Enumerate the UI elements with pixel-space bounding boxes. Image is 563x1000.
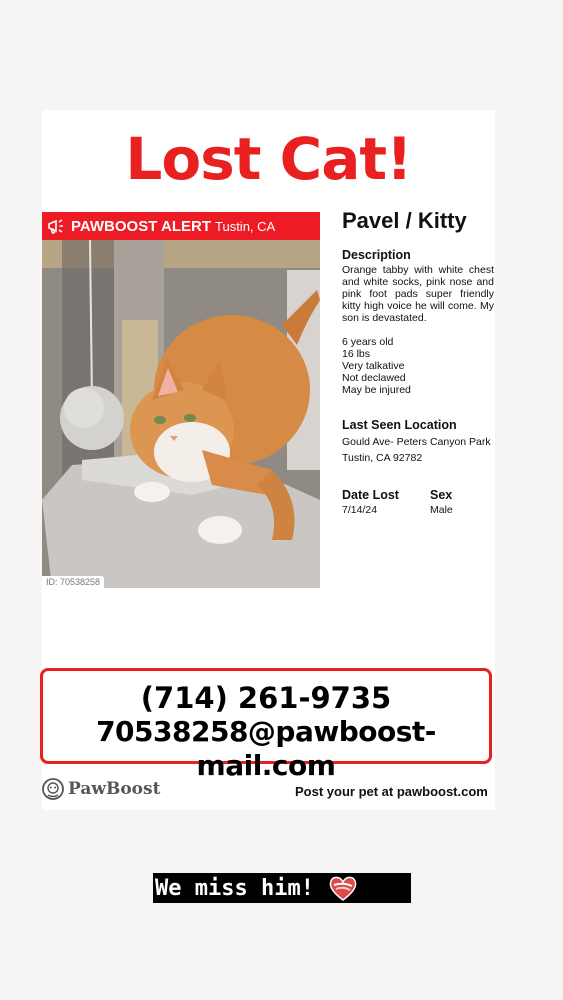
megaphone-icon: [46, 216, 66, 236]
contact-phone[interactable]: (714) 261-9735: [140, 681, 392, 715]
last-seen-heading: Last Seen Location: [342, 418, 457, 432]
flyer-title: Lost Cat!: [125, 125, 412, 193]
sex-heading: Sex: [430, 488, 453, 502]
cat-photo-illustration: [42, 240, 320, 588]
footer-brand: PawBoost: [68, 779, 161, 799]
cat-photo: [42, 240, 320, 588]
fact-item: 6 years old: [342, 336, 394, 348]
last-seen-line-2: Tustin, CA 92782: [342, 452, 423, 464]
caption-sticker: [153, 873, 411, 903]
fact-item: 16 lbs: [342, 348, 371, 360]
last-seen-line-1: Gould Ave- Peters Canyon Park: [342, 436, 491, 448]
contact-box: [40, 668, 492, 782]
date-lost-heading: Date Lost: [342, 488, 399, 502]
pet-name: Pavel / Kitty: [342, 208, 467, 233]
photo-id-label: ID: 70538258: [42, 576, 104, 588]
last-seen-location: [342, 434, 494, 466]
pet-info-panel: [342, 208, 494, 516]
contact-email[interactable]: 70538258@pawboost-mail.com: [96, 715, 436, 782]
alert-brand: PAWBOOST ALERT: [71, 217, 211, 235]
date-sex-grid: [342, 488, 494, 516]
pawboost-logo[interactable]: [42, 777, 160, 801]
description-text: Orange tabby with white chest and white socks, pink nose and pink foot pads super friendly kitty high voice he will come. My son is devastated.: [342, 264, 494, 324]
pet-facts-list: [342, 336, 494, 396]
date-lost-block: [342, 488, 430, 516]
pawboost-alert-bar: [42, 212, 320, 240]
fact-item: Not declawed: [342, 372, 406, 384]
pawboost-badge-icon: [42, 778, 64, 800]
date-lost-value: 7/14/24: [342, 504, 378, 516]
heart-icon: [328, 874, 358, 902]
sticker-text: We miss him!: [155, 875, 314, 901]
description-heading: Description: [342, 248, 411, 262]
fact-item: Very talkative: [342, 360, 405, 372]
alert-location: Tustin, CA: [215, 218, 276, 234]
footer-post-link[interactable]: Post your pet at pawboost.com: [295, 784, 488, 799]
fact-item: May be injured: [342, 384, 411, 396]
sex-value: Male: [430, 504, 453, 516]
sex-block: [430, 488, 453, 516]
